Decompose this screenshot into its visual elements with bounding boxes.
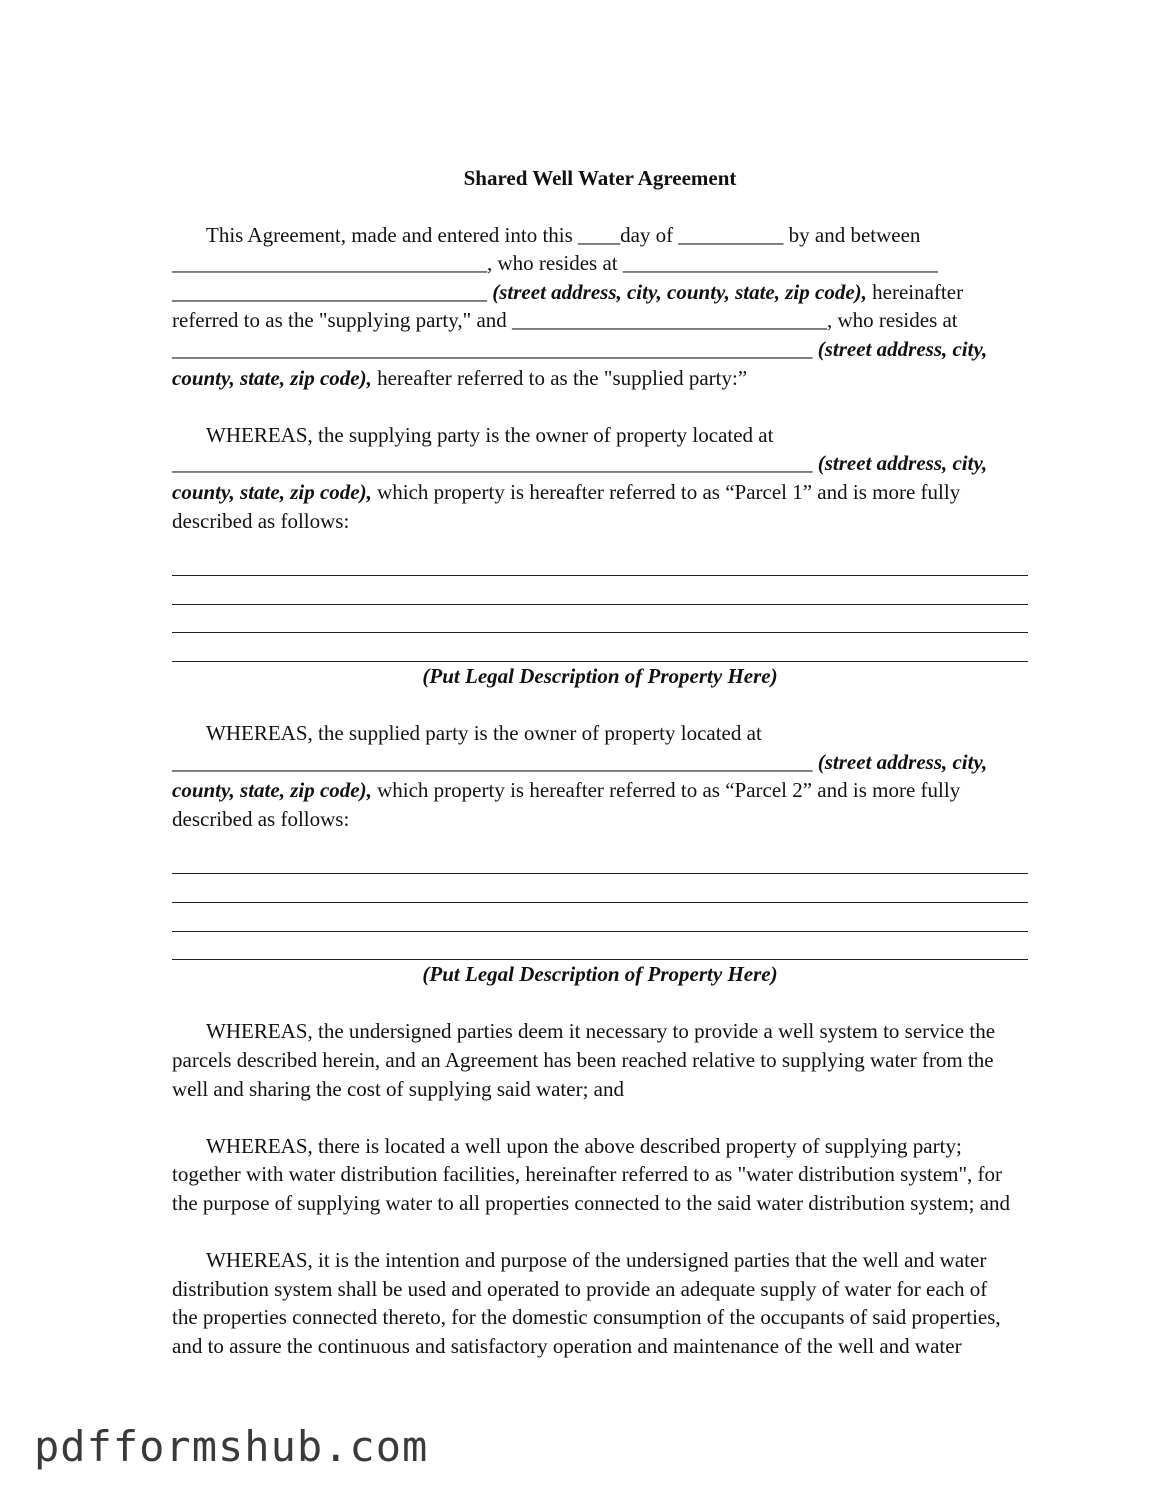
whereas2-line-4: described as follows: (172, 806, 350, 831)
intro-line-1: This Agreement, made and entered into this ____day of __________ by and between (206, 222, 921, 247)
whereas-intention (172, 1246, 1028, 1360)
legal-description-line[interactable] (172, 833, 1028, 874)
whereas1-text: which property is hereafter referred to as “Parcel 1” and is more fully (371, 479, 961, 504)
legal-description-line[interactable] (172, 576, 1028, 605)
whereas-distribution (172, 1132, 1028, 1218)
whereas1-line-4: described as follows: (172, 508, 350, 533)
legal-description-line[interactable] (172, 535, 1028, 576)
whereas2-text: which property is hereafter referred to as “Parcel 2” and is more fully (371, 778, 961, 803)
blank-field: ______________________________ (172, 279, 493, 304)
whereas4-line-1: WHEREAS, there is located a well upon the above described property of supplying party; (206, 1133, 962, 1158)
intro-paragraph (172, 221, 1028, 393)
whereas5-line-1: WHEREAS, it is the intention and purpose of the undersigned parties that the well and water (206, 1248, 987, 1273)
legal-description-caption: (Put Legal Description of Property Here) (422, 962, 778, 987)
whereas1-line-1: WHEREAS, the supplying party is the owner of property located at (206, 422, 774, 447)
legal-description-line[interactable] (172, 605, 1028, 634)
legal-description-line[interactable] (172, 874, 1028, 903)
whereas-parcel-1 (172, 421, 1028, 691)
whereas2-line-3 (172, 776, 1028, 805)
intro-text: hereafter referred to as the "supplied party:” (371, 365, 748, 390)
agreement-page (172, 164, 1028, 1361)
address-hint: county, state, zip code), (172, 778, 372, 803)
whereas3-line-3: well and sharing the cost of supplying said water; and (172, 1076, 624, 1101)
intro-text: hereinafter (866, 279, 964, 304)
whereas3-line-2: parcels described herein, and an Agreement has been reached relative to supplying water from the (172, 1048, 994, 1073)
whereas1-line-2 (172, 449, 1028, 478)
address-hint: (street address, city, (817, 451, 988, 476)
legal-description-line[interactable] (172, 903, 1028, 932)
address-hint: county, state, zip code), (172, 365, 372, 390)
legal-description-caption: (Put Legal Description of Property Here) (422, 663, 778, 688)
legal-description-line[interactable] (172, 633, 1028, 662)
address-hint: (street address, city, (817, 336, 988, 361)
intro-line-5 (172, 335, 1028, 364)
whereas5-line-2: distribution system shall be used and operated to provide an adequate supply of water for each of (172, 1276, 988, 1301)
whereas5-line-4: and to assure the continuous and satisfactory operation and maintenance of the well and water (172, 1333, 962, 1358)
whereas-parcel-2 (172, 719, 1028, 989)
intro-line-2: ______________________________, who resides at ______________________________ (172, 251, 938, 276)
intro-line-6 (172, 364, 1028, 393)
whereas4-line-3: the purpose of supplying water to all properties connected to the said water distribution system; and (172, 1191, 1011, 1215)
blank-field: _____________________________________________________________ (172, 451, 818, 476)
address-hint: county, state, zip code), (172, 479, 372, 504)
legal-description-line[interactable] (172, 932, 1028, 961)
intro-line-3 (172, 278, 1028, 307)
whereas-well-system (172, 1017, 1028, 1103)
whereas2-line-2 (172, 748, 1028, 777)
whereas5-line-3: the properties connected thereto, for the domestic consumption of the occupants of said properties, (172, 1305, 1001, 1330)
whereas2-line-1: WHEREAS, the supplied party is the owner of property located at (206, 721, 762, 746)
address-hint: (street address, city, county, state, zip code), (492, 279, 867, 304)
whereas3-line-1: WHEREAS, the undersigned parties deem it necessary to provide a well system to service the (206, 1019, 996, 1044)
whereas4-line-2: together with water distribution facilities, hereinafter referred to as "water distribution system", for (172, 1162, 1003, 1187)
address-hint: (street address, city, (817, 749, 988, 774)
blank-field: _____________________________________________________________ (172, 336, 818, 361)
intro-line-4: referred to as the "supplying party," and ______________________________, who resides at (172, 308, 958, 333)
blank-field: _____________________________________________________________ (172, 749, 818, 774)
watermark: pdfformshub.com (34, 1422, 429, 1471)
document-title: Shared Well Water Agreement (463, 166, 737, 190)
whereas1-line-3 (172, 478, 1028, 507)
